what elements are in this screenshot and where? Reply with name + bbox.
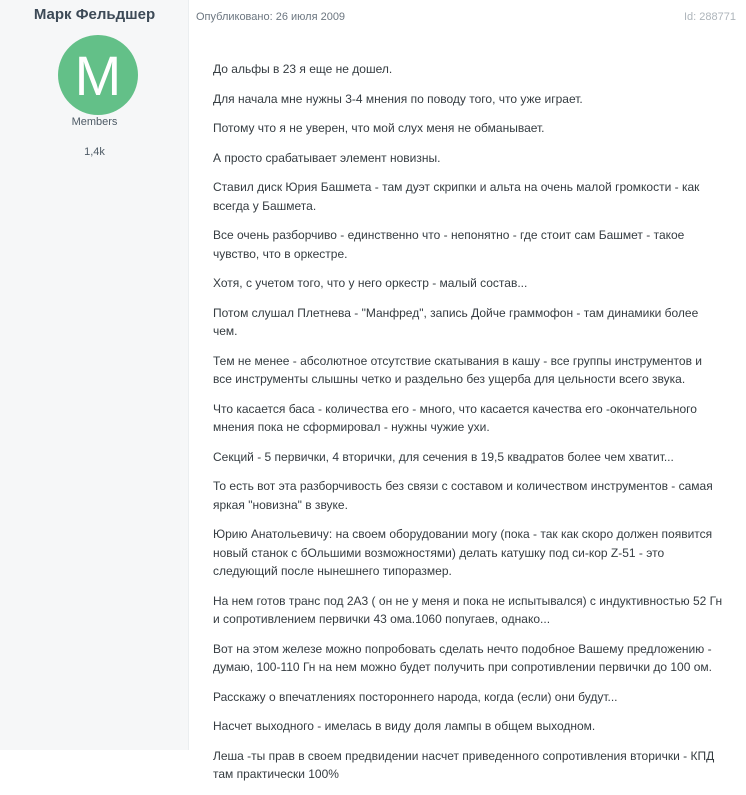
post-content [189,0,746,781]
post-paragraph: Юрию Анатольевичу: на своем оборудовании могу (пока - так как скоро должен появится новый станок с бОльшими возможностями) делать катушку под си-кор Z-51 - это следующий после нынешнего типоразмер. [213,527,713,578]
post-paragraph: Леша -ты прав в своем предвидении насчет приведенного сопротивления вторички - КПД там практически 100% [213,748,715,781]
post-paragraph: А просто срабатывает элемент новизны. [213,150,441,165]
author-name-link[interactable]: Марк Фельдшер [33,6,156,23]
post-paragraph: Все очень разборчиво - единственно что - непонятно - где стоит сам Башмет - такое чувство, что в оркестре. [213,228,685,261]
post-paragraph: Хотя, с учетом того, что у него оркестр - малый состав... [213,276,528,290]
author-group: Members [71,116,118,128]
avatar[interactable] [58,35,138,115]
post-paragraph: Потом слушал Плетнева - "Манфред", запись Дойче граммофон - там динамики более чем. [213,305,699,338]
post-paragraph: То есть вот эта разборчивость без связи с составом и количеством инструментов - самая яркая "новизна" в звуке. [213,479,713,512]
post-paragraph: Для начала мне нужны 3-4 мнения по поводу того, что уже играет. [213,91,583,106]
post-id: Id: 288771 [684,11,736,23]
post-paragraph: На нем готов транс под 2А3 ( он не у меня и пока не испытывался) с индуктивностью 52 Гн и сопротивлением первички 43 ома.1060 попугаев, однако... [213,593,723,626]
post-paragraph: Вот на этом железе можно попробовать сделать нечто подобное Вашему предложению - думаю, 100-110 Гн на нем можно будет получить при сопротивлении первички до 100 ом. [213,641,712,674]
author-post-count: 1,4k [84,146,105,158]
post-paragraph: Тем не менее - абсолютное отсутствие скатывания в кашу - все группы инструментов и все инструменты слышны четко и раздельно без ущерба для цельности всего звука. [213,353,702,386]
avatar-letter: M [74,44,122,107]
post-paragraph: Ставил диск Юрия Башмета - там дуэт скрипки и альта на очень малой громкости - как всегда у Башмета. [213,180,700,213]
post-paragraph: До альфы в 23 я еще не дошел. [213,62,393,76]
post-body [213,60,723,795]
post-paragraph: Расскажу о впечатлениях постороннего народа, когда (если) они будут... [213,689,618,704]
post-published-date[interactable]: Опубликовано: 26 июля 2009 [196,11,346,23]
author-panel [0,0,189,750]
post-paragraph: Что касается баса - количества его - много, что касается качества его -окончательного мнения пока не сформировал - нужны чужие ухи. [213,401,697,434]
post-paragraph: Насчет выходного - имелась в виду доля лампы в общем выходном. [213,719,596,733]
post-paragraph: Потому что я не уверен, что мой слух меня не обманывает. [213,121,545,135]
post-paragraph: Секций - 5 первички, 4 вторички, для сечения в 19,5 квадратов более чем хватит... [213,449,674,464]
